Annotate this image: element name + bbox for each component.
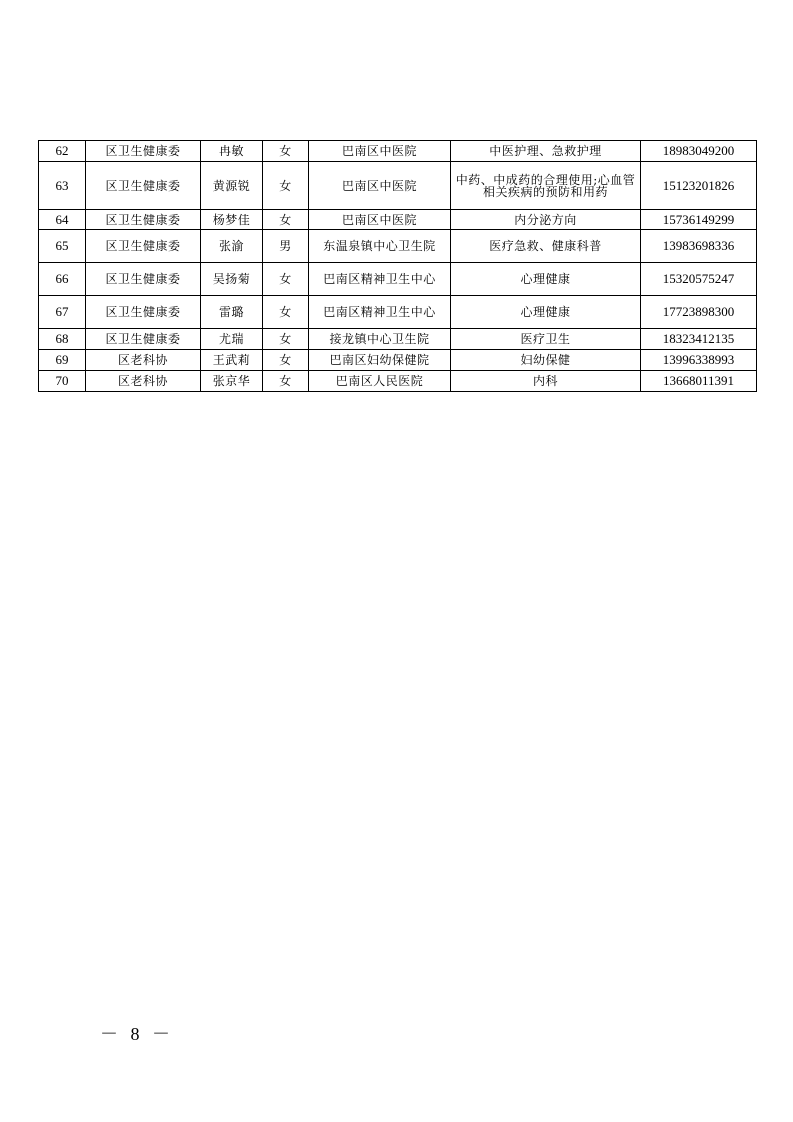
- gender-cell: 女: [263, 162, 309, 210]
- gender-cell: 女: [263, 296, 309, 329]
- unit-cell: 区卫生健康委: [86, 296, 201, 329]
- phone-cell: 18983049200: [641, 141, 757, 162]
- name-cell: 冉敏: [201, 141, 263, 162]
- specialty-cell: 医疗急救、健康科普: [451, 230, 641, 263]
- unit-cell: 区卫生健康委: [86, 329, 201, 350]
- specialty-cell: 心理健康: [451, 263, 641, 296]
- specialty-cell: 中药、中成药的合理使用;心血管相关疾病的预防和用药: [451, 162, 641, 210]
- row-number: 67: [39, 296, 86, 329]
- phone-cell: 15736149299: [641, 210, 757, 230]
- row-number: 65: [39, 230, 86, 263]
- phone-cell: 13983698336: [641, 230, 757, 263]
- gender-cell: 女: [263, 263, 309, 296]
- unit-cell: 区卫生健康委: [86, 263, 201, 296]
- row-number: 64: [39, 210, 86, 230]
- unit-cell: 区老科协: [86, 371, 201, 392]
- specialty-cell: 妇幼保健: [451, 350, 641, 371]
- specialty-cell: 心理健康: [451, 296, 641, 329]
- unit-cell: 区卫生健康委: [86, 210, 201, 230]
- table-row: [39, 162, 757, 210]
- phone-cell: 13996338993: [641, 350, 757, 371]
- name-cell: 尤瑞: [201, 329, 263, 350]
- phone-cell: 18323412135: [641, 329, 757, 350]
- workplace-cell: 东温泉镇中心卫生院: [309, 230, 451, 263]
- name-cell: 雷璐: [201, 296, 263, 329]
- workplace-cell: 巴南区精神卫生中心: [309, 263, 451, 296]
- specialty-cell: 中医护理、急救护理: [451, 141, 641, 162]
- expert-roster-table: [38, 140, 757, 392]
- specialty-cell: 内科: [451, 371, 641, 392]
- workplace-cell: 巴南区精神卫生中心: [309, 296, 451, 329]
- unit-cell: 区卫生健康委: [86, 162, 201, 210]
- phone-cell: 15123201826: [641, 162, 757, 210]
- unit-cell: 区卫生健康委: [86, 141, 201, 162]
- row-number: 63: [39, 162, 86, 210]
- gender-cell: 女: [263, 371, 309, 392]
- gender-cell: 男: [263, 230, 309, 263]
- name-cell: 张渝: [201, 230, 263, 263]
- workplace-cell: 巴南区人民医院: [309, 371, 451, 392]
- workplace-cell: 巴南区中医院: [309, 162, 451, 210]
- specialty-cell: 内分泌方向: [451, 210, 641, 230]
- row-number: 68: [39, 329, 86, 350]
- row-number: 69: [39, 350, 86, 371]
- table-row: [39, 210, 757, 230]
- name-cell: 杨梦佳: [201, 210, 263, 230]
- name-cell: 王武莉: [201, 350, 263, 371]
- name-cell: 吴扬菊: [201, 263, 263, 296]
- table-row: [39, 350, 757, 371]
- gender-cell: 女: [263, 329, 309, 350]
- name-cell: 张京华: [201, 371, 263, 392]
- gender-cell: 女: [263, 350, 309, 371]
- unit-cell: 区卫生健康委: [86, 230, 201, 263]
- row-number: 62: [39, 141, 86, 162]
- table-row: [39, 230, 757, 263]
- gender-cell: 女: [263, 210, 309, 230]
- phone-cell: 15320575247: [641, 263, 757, 296]
- workplace-cell: 巴南区中医院: [309, 141, 451, 162]
- table-row: [39, 263, 757, 296]
- workplace-cell: 巴南区妇幼保健院: [309, 350, 451, 371]
- phone-cell: 17723898300: [641, 296, 757, 329]
- specialty-cell: 医疗卫生: [451, 329, 641, 350]
- row-number: 70: [39, 371, 86, 392]
- table-row: [39, 371, 757, 392]
- unit-cell: 区老科协: [86, 350, 201, 371]
- row-number: 66: [39, 263, 86, 296]
- workplace-cell: 巴南区中医院: [309, 210, 451, 230]
- page-number: － 8 －: [100, 1024, 174, 1044]
- phone-cell: 13668011391: [641, 371, 757, 392]
- table-row: [39, 296, 757, 329]
- table-row: [39, 329, 757, 350]
- name-cell: 黄源锐: [201, 162, 263, 210]
- table-row: [39, 141, 757, 162]
- workplace-cell: 接龙镇中心卫生院: [309, 329, 451, 350]
- gender-cell: 女: [263, 141, 309, 162]
